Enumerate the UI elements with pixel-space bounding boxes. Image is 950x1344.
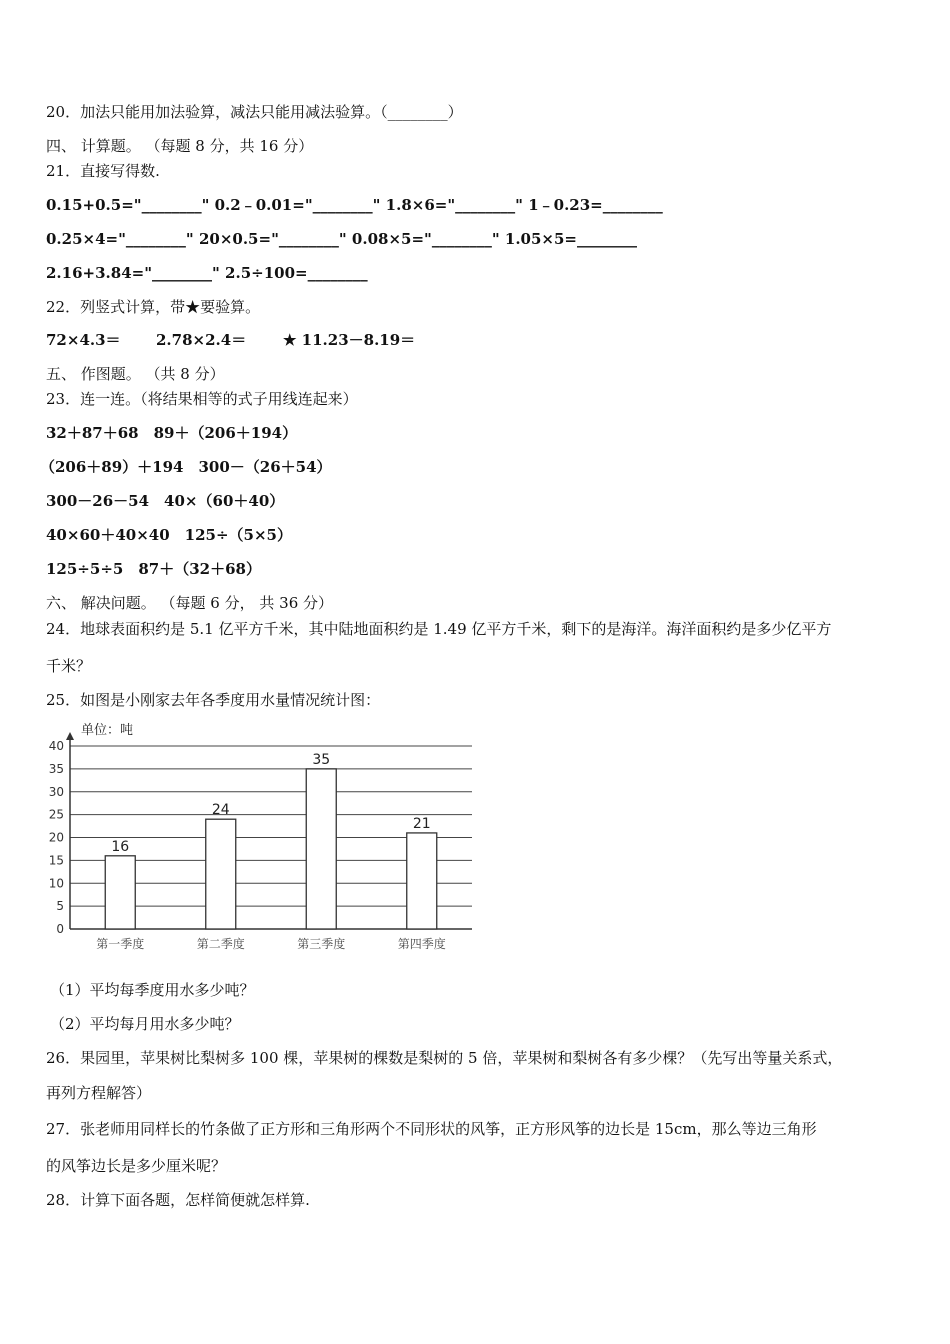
bar: [306, 769, 336, 929]
y-tick-label: 25: [48, 807, 64, 822]
x-category-label: 第四季度: [397, 937, 446, 951]
section-5-heading: 五、 作图题。 （共 8 分）: [46, 365, 225, 383]
bar-value-label: 21: [412, 815, 431, 832]
question-25-part-1: （1）平均每季度用水多少吨？: [50, 981, 255, 999]
question-22-item-3: ★ 11.23－8.19＝: [283, 331, 416, 349]
y-tick-label: 15: [48, 853, 64, 868]
question-28: 28．计算下面各题，怎样简便就怎样算.: [46, 1191, 310, 1209]
question-21: 21．直接写得数.: [46, 162, 160, 180]
bar-value-label: 24: [211, 802, 230, 819]
y-tick-label: 35: [48, 761, 64, 776]
unit-label: 单位：吨: [81, 723, 134, 738]
question-22-item-1: 72×4.3＝: [46, 331, 121, 349]
question-23: 23．连一连。（将结果相等的式子用线连起来）: [46, 390, 358, 408]
bar-value-label: 35: [312, 751, 331, 768]
bar: [407, 833, 437, 929]
bar-value-label: 16: [111, 838, 130, 855]
y-tick-label: 10: [48, 876, 64, 891]
y-tick-label: 5: [56, 899, 64, 914]
section-4-heading: 四、 计算题。 （每题 8 分，共 16 分）: [46, 137, 314, 155]
question-21-row-3: 2.16+3.84="________" 2.5÷100=________: [46, 264, 368, 282]
water-usage-bar-chart: [40, 716, 480, 956]
question-21-row-2: 0.25×4="________" 20×0.5="________" 0.08×5="________" 1.05×5=________: [46, 230, 637, 248]
y-tick-label: 20: [48, 830, 64, 845]
y-tick-label: 40: [48, 739, 64, 753]
question-22-item-2: 2.78×2.4＝: [156, 331, 247, 349]
y-axis-arrow: [66, 732, 74, 740]
x-category-label: 第一季度: [96, 937, 145, 951]
y-tick-label: 0: [56, 922, 64, 936]
bar: [206, 819, 236, 929]
question-21-row-1: 0.15+0.5="________" 0.2﹣0.01="________" 1.8×6="________" 1﹣0.23=________: [46, 196, 663, 214]
x-category-label: 第二季度: [196, 937, 245, 951]
y-tick-label: 30: [48, 784, 64, 799]
question-24-line-1: 24．地球表面积约是 5.1 亿平方千米，其中陆地面积约是 1.49 亿平方千米，剩下的是海洋。海洋面积约是多少亿平方: [46, 620, 832, 638]
x-category-label: 第三季度: [297, 937, 346, 951]
question-23-row: 40×60＋40×40 125÷（5×5）: [46, 526, 292, 544]
question-26-line-2: 再列方程解答）: [46, 1084, 152, 1102]
question-20: 20．加法只能用加法验算，减法只能用减法验算。（________）: [46, 103, 463, 121]
question-27-line-2: 的风筝边长是多少厘米呢？: [46, 1157, 227, 1175]
question-22: 22．列竖式计算，带★要验算。: [46, 298, 261, 316]
bar: [105, 856, 135, 929]
question-25: 25．如图是小刚家去年各季度用水量情况统计图：: [46, 691, 381, 709]
question-23-row: （206＋89）＋194 300－（26＋54）: [40, 458, 332, 476]
question-26-line-1: 26．果园里，苹果树比梨树多 100 棵，苹果树的棵数是梨树的 5 倍，苹果树和梨树各有多少棵？（先写出等量关系式，: [46, 1049, 843, 1067]
section-6-heading: 六、 解决问题。 （每题 6 分， 共 36 分）: [46, 594, 334, 612]
question-23-row: 125÷5÷5 87＋（32＋68）: [46, 560, 261, 578]
question-24-line-2: 千米？: [46, 657, 92, 675]
question-25-part-2: （2）平均每月用水多少吨？: [50, 1015, 240, 1033]
question-23-row: 300－26－54 40×（60＋40）: [46, 492, 285, 510]
question-23-row: 32＋87＋68 89＋（206＋194）: [46, 424, 298, 442]
question-27-line-1: 27．张老师用同样长的竹条做了正方形和三角形两个不同形状的风筝，正方形风筝的边长是 15cm，那么等边三角形: [46, 1120, 817, 1138]
